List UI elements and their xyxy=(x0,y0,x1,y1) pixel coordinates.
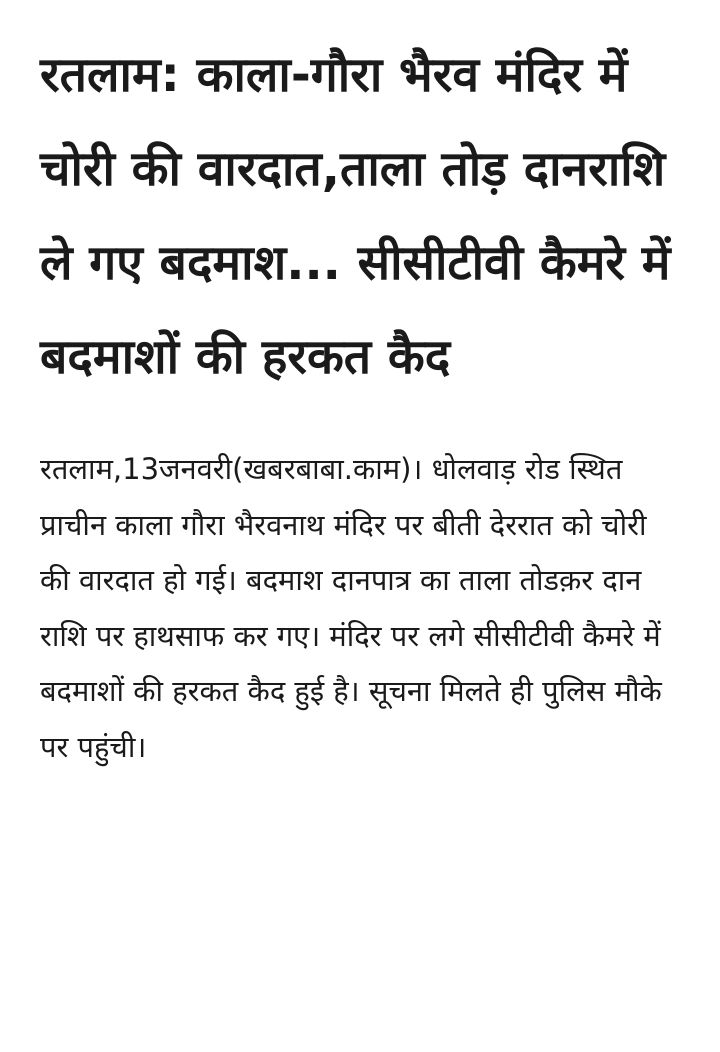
article-headline: रतलाम: काला-गौरा भैरव मंदिर में चोरी की वारदात,ताला तोड़ दानराशि ले गए बदमाश... सीसीटीवी कैमरे में बदमाशों की हरकत कैद xyxy=(40,47,671,385)
article-body: रतलाम,13जनवरी(खबरबाबा.काम)। धोलवाड़ रोड स्थित प्राचीन काला गौरा भैरवनाथ मंदिर पर बीती देररात को चोरी की वारदात हो गई। बदमाश दानपात्र का ताला तोडक़र दान राशि पर हाथसाफ कर गए। मंदिर पर लगे सीसीटीवी कैमरे में बदमाशों की हरकत कैद हुई है। सूचना मिलते ही पुलिस मौके पर पहुंची। xyxy=(40,452,662,764)
